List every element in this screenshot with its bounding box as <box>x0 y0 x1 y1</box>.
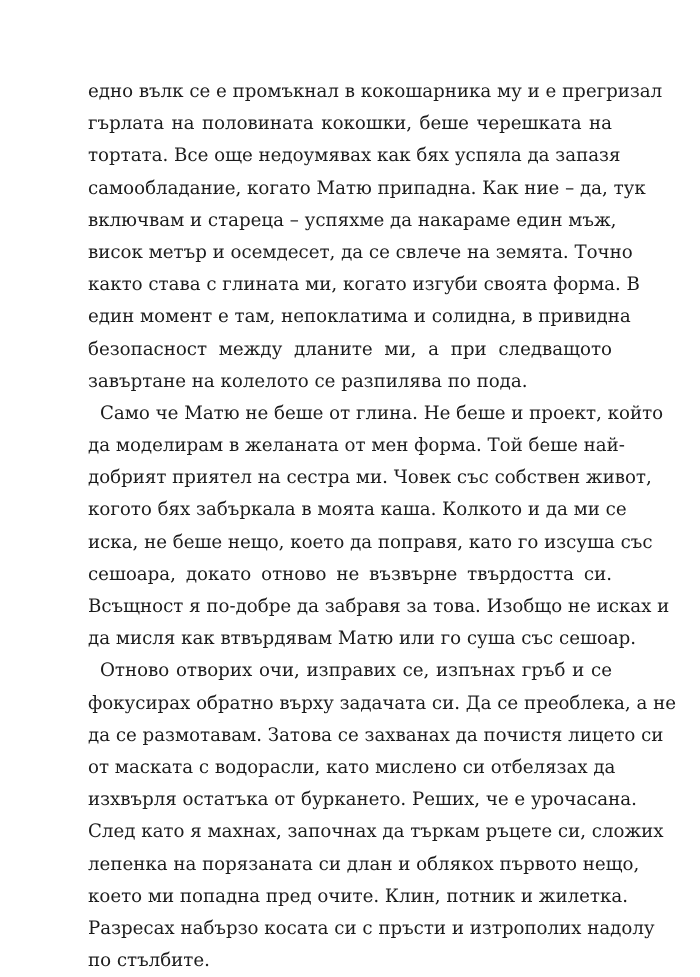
text-line: да се размотавам. Затова се захванах да почистя лицето си <box>88 724 664 746</box>
text-line: иска, не беше нещо, което да поправя, като го изсуша със <box>88 531 653 553</box>
text-line: както става с глината ми, когато изгуби своята форма. В <box>88 274 640 296</box>
text-line: фокусирах обратно върху задачата си. Да се преоблека, а не <box>88 692 676 714</box>
paragraph <box>88 76 663 398</box>
text-line: лепенка на порязаната си длан и облякох първото нещо, <box>88 853 640 875</box>
text-line: от маската с водорасли, като мислено си отбелязах да <box>88 756 616 778</box>
text-line: След като я махнах, започнах да търкам ръцете си, сложих <box>88 821 664 843</box>
text-line: завъртане на колелото се разпилява по пода. <box>88 370 528 392</box>
text-line: тортата. Все още недоумявах как бях успяла да запазя <box>88 145 621 167</box>
paragraph <box>88 398 670 656</box>
text-line: Разресах набързо косата си с пръсти и изтрополих надолу <box>88 917 655 939</box>
text-line: гърлата на половината кокошки, беше черешката на <box>88 113 612 135</box>
text-line: самообладание, когато Матю припадна. Как ние – да, тук <box>88 177 646 199</box>
text-line: да моделирам в желаната от мен форма. Той беше най- <box>88 435 625 457</box>
text-line: висок метър и осемдесет, да се свлече на земята. Точно <box>88 241 633 263</box>
text-line: да мисля как втвърдявам Матю или го суша със сешоар. <box>88 628 637 650</box>
paragraph <box>88 655 676 977</box>
text-line: включвам и стареца – успяхме да накараме един мъж, <box>88 209 617 231</box>
text-line: едно вълк се е промъкнал в кокошарника му и е прегризал <box>88 81 663 102</box>
text-line: когото бях забъркала в моята каша. Колкото и да ми се <box>88 499 627 521</box>
text-line: добрият приятел на сестра ми. Човек със собствен живот, <box>88 467 652 489</box>
text-line: сешоара, докато отново не възвърне твърдостта си. <box>88 563 612 585</box>
text-line: изхвърля остатъка от буркането. Реших, че е урочасана. <box>88 789 637 811</box>
page-body <box>88 76 676 977</box>
text-line: по стълбите. <box>88 950 210 972</box>
text-line: Отново отворих очи, изправих се, изпънах гръб и се <box>100 660 612 682</box>
text-line: Всъщност я по-добре да забравя за това. Изобщо не исках и <box>88 596 670 617</box>
text-line: Само че Матю не беше от глина. Не беше и проект, който <box>100 402 664 424</box>
text-line: безопасност между дланите ми, а при следващото <box>88 338 612 360</box>
text-line: което ми попадна пред очите. Клин, потник и жилетка. <box>88 885 628 907</box>
text-line: един момент е там, непоклатима и солидна, в привидна <box>88 306 631 328</box>
